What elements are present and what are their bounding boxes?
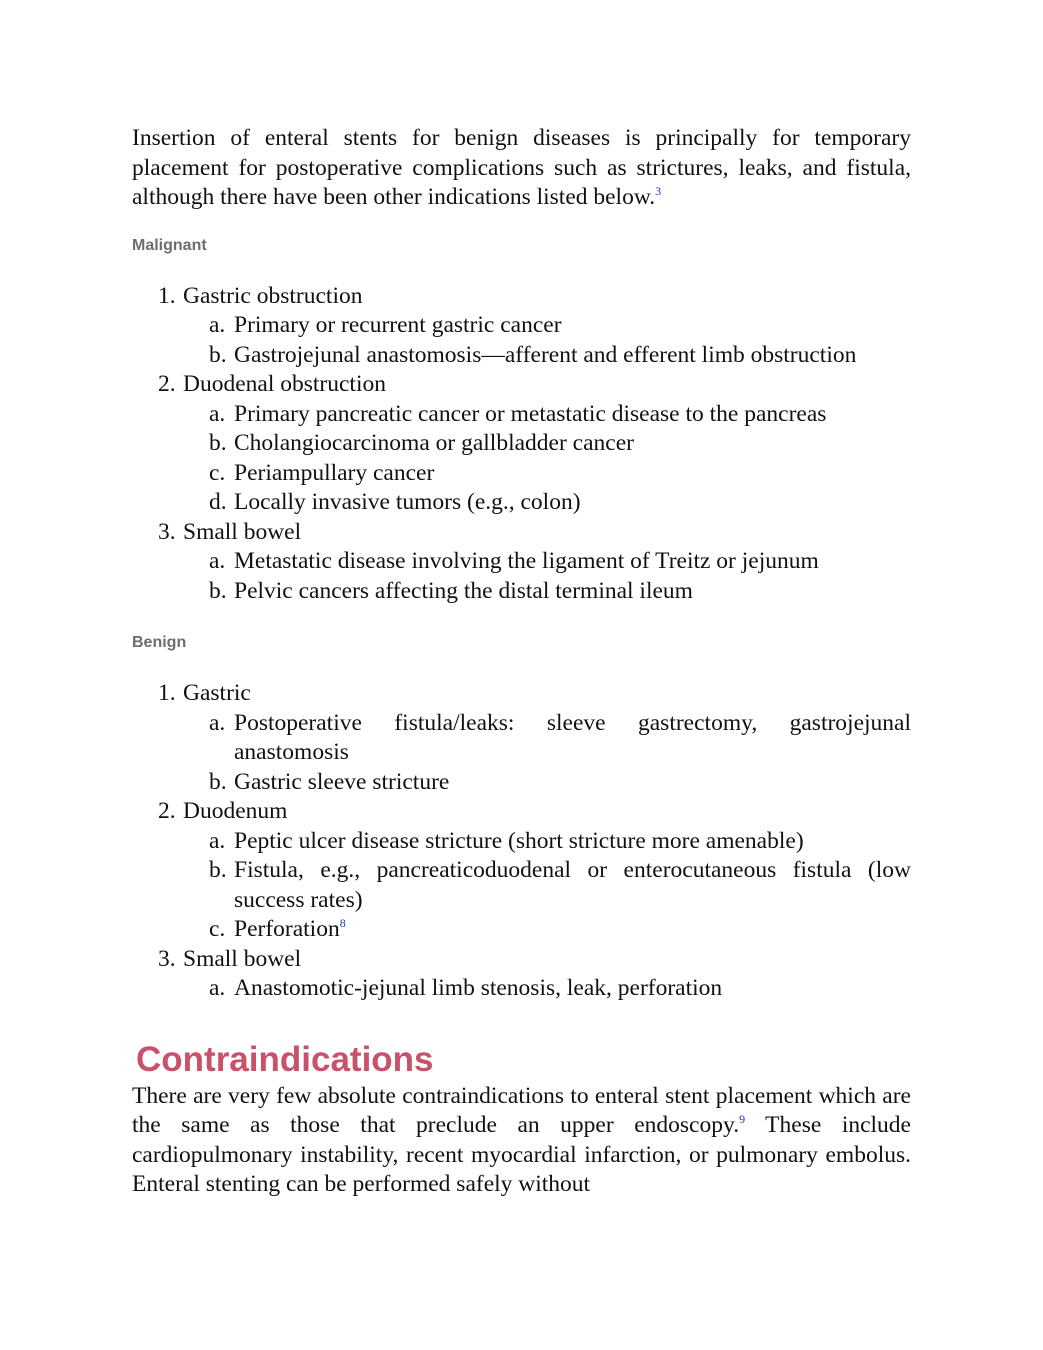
sub-item-letter: a.: [209, 400, 226, 427]
sub-list-item: [132, 709, 911, 768]
sub-item-label: Primary pancreatic cancer or metastatic disease to the pancreas: [234, 400, 827, 427]
sub-item-letter: b.: [209, 430, 227, 456]
list-item: [132, 370, 911, 518]
contraindications-paragraph: [132, 1082, 911, 1200]
sub-item-letter: c.: [209, 459, 226, 486]
sub-list-item: [132, 429, 911, 459]
item-label: Gastric obstruction: [183, 282, 363, 309]
reference-3-link[interactable]: 3: [655, 184, 662, 199]
sub-item-letter: b.: [209, 857, 227, 883]
malignant-heading: Malignant: [132, 236, 207, 254]
sub-list-item: [132, 974, 911, 1004]
malignant-list: [132, 282, 911, 607]
sub-list-item: [132, 768, 911, 798]
sub-item-label: Fistula, e.g., pancreaticoduodenal or enterocutaneous fistula (low success rates): [234, 857, 911, 913]
sub-item-label: Locally invasive tumors (e.g., colon): [234, 489, 581, 515]
sub-item-label: Gastric sleeve stricture: [234, 768, 450, 795]
sub-item-letter: a.: [209, 709, 226, 736]
sub-list-item: [132, 459, 911, 489]
item-label: Small bowel: [183, 518, 302, 545]
item-number: 1.: [158, 680, 176, 706]
sub-item-letter: a.: [209, 975, 226, 1001]
sub-item-letter: a.: [209, 312, 226, 338]
contraindications-text-continued: These include cardiopulmonary instability, recent myocardial infarction, or pulmonary embolus. Enteral stenting can be performed safely without: [132, 1112, 911, 1197]
list-item: [132, 945, 911, 1004]
sub-list-item: [132, 577, 911, 607]
benign-heading: Benign: [132, 634, 187, 651]
intro-text: Insertion of enteral stents for benign diseases is principally for temporary placement for postoperative complications such as strictures, leaks, and fistula, although there have been other indications listed below.: [132, 125, 911, 210]
list-item: [132, 518, 911, 607]
sub-item-label: Gastrojejunal anastomosis—afferent and efferent limb obstruction: [234, 341, 857, 368]
item-number: 1.: [158, 282, 176, 309]
sub-item-letter: b.: [209, 341, 227, 368]
sub-item-letter: b.: [209, 768, 227, 795]
sub-list-item: [132, 400, 911, 430]
contraindications-heading: Contraindications: [136, 1039, 434, 1079]
sub-list-item: [132, 547, 911, 577]
item-number: 2.: [158, 371, 176, 397]
sub-list-item: [132, 341, 911, 371]
sub-item-label: Pelvic cancers affecting the distal terminal ileum: [234, 577, 693, 604]
document-page: [132, 124, 911, 1200]
reference-8-link[interactable]: 8: [339, 916, 346, 931]
sub-item-label: Cholangiocarcinoma or gallbladder cancer: [234, 430, 634, 456]
sub-list-item: [132, 915, 911, 945]
sub-item-label: Anastomotic-jejunal limb stenosis, leak, perforation: [234, 975, 723, 1001]
item-label: Duodenal obstruction: [183, 371, 386, 397]
list-item: [132, 797, 911, 945]
sub-list-item: [132, 311, 911, 341]
sub-item-letter: a.: [209, 548, 226, 574]
intro-paragraph: [132, 124, 911, 213]
benign-list: [132, 679, 911, 1004]
reference-9-link[interactable]: 9: [739, 1112, 746, 1127]
sub-list-item: [132, 488, 911, 518]
sub-item-letter: b.: [209, 577, 227, 604]
list-item: [132, 679, 911, 797]
sub-item-letter: a.: [209, 827, 226, 854]
item-number: 2.: [158, 798, 176, 824]
sub-item-label: Metastatic disease involving the ligament of Treitz or jejunum: [234, 548, 819, 574]
item-label: Small bowel: [183, 945, 302, 972]
sub-item-label: Perforation: [234, 916, 340, 942]
item-label: Duodenum: [183, 798, 288, 824]
item-number: 3.: [158, 518, 176, 545]
sub-list-item: [132, 827, 911, 857]
list-item: [132, 282, 911, 371]
sub-list-item: [132, 856, 911, 915]
sub-item-letter: d.: [209, 489, 227, 515]
sub-item-label: Primary or recurrent gastric cancer: [234, 312, 562, 338]
item-label: Gastric: [183, 680, 251, 706]
sub-item-letter: c.: [209, 916, 226, 942]
sub-item-label: Postoperative fistula/leaks: sleeve gastrectomy, gastrojejunal anastomosis: [234, 709, 911, 765]
item-number: 3.: [158, 945, 176, 972]
sub-item-label: Peptic ulcer disease stricture (short stricture more amenable): [234, 827, 804, 854]
sub-item-label: Periampullary cancer: [234, 459, 435, 486]
contraindications-text: There are very few absolute contraindications to enteral stent placement which are the same as those that preclude an upper endoscopy.: [132, 1082, 911, 1138]
